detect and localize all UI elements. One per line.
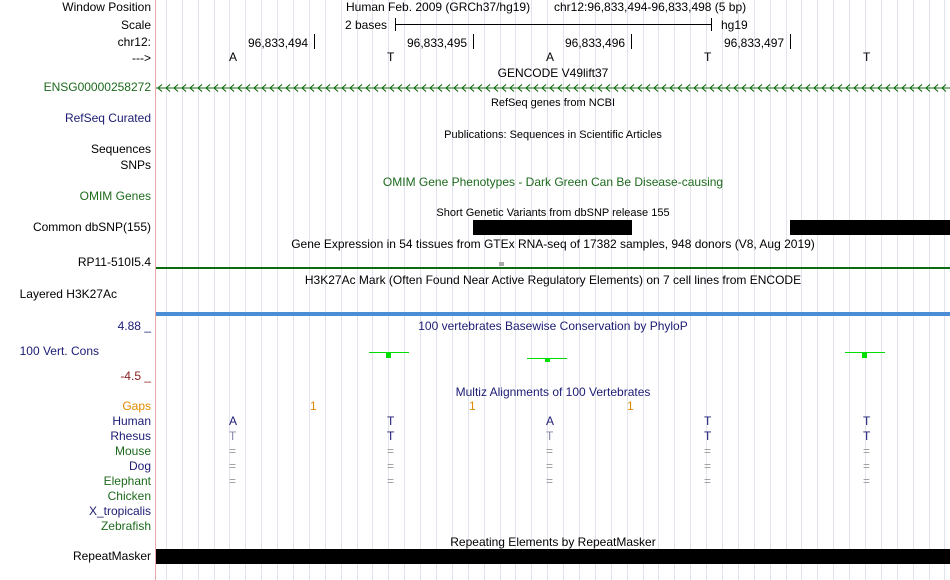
elephant-base: = [546,474,554,488]
repeatmasker-track-label[interactable]: RepeatMasker [72,549,151,563]
omim-track-label[interactable]: OMIM Genes [79,189,151,203]
human-base: T [387,414,395,428]
scale-db-text: hg19 [721,18,748,32]
mouse-base: = [387,444,395,458]
multiz-track-title: Multiz Alignments of 100 Vertebrates [455,385,651,399]
phylop-track-title: 100 vertebrates Basewise Conservation by PhyloP [418,319,688,333]
gap-count: 1 [627,399,634,413]
track-label-column [0,0,156,580]
species-xtropicalis-label: X_tropicalis [88,504,151,518]
phylop-bar [545,358,550,362]
assembly-text: Human Feb. 2009 (GRCh37/hg19) [346,0,531,14]
species-zebrafish-label: Zebrafish [100,519,151,533]
phylop-bar [386,352,391,358]
human-base: A [229,414,238,428]
ruler-position-4: 96,833,497 [724,36,785,50]
ruler-position-1: 96,833,494 [248,36,309,50]
human-base: A [546,414,555,428]
rhesus-base: T [387,429,395,443]
dbsnp-track-title: Short Genetic Variants from dbSNP release 155 [436,207,670,219]
species-human-label: Human [112,414,151,428]
ruler-base: T [704,50,712,64]
cons-max-label: 4.88 _ [117,319,151,333]
phylop-bar [862,352,867,358]
mouse-base: = [546,444,554,458]
h3k27ac-track-title: H3K27Ac Mark (Often Found Near Active Regulatory Elements) on 7 cell lines from ENCODE [304,273,802,287]
mouse-base: = [863,444,871,458]
gencode-feature[interactable] [156,81,950,95]
gencode-track-title: GENCODE V49lift37 [497,66,609,80]
elephant-base: = [704,474,712,488]
cons-track-label[interactable]: 100 Vert. Cons [19,344,99,358]
rhesus-base: T [229,429,237,443]
species-dog-label: Dog [128,459,151,473]
sequences-track-label[interactable]: Sequences [90,142,151,156]
strand-label: ---> [132,51,151,65]
publications-track-title: Publications: Sequences in Scientific Articles [444,129,662,141]
h3k27ac-track-label[interactable]: Layered H3K27Ac [19,287,117,301]
ruler-base: A [546,50,555,64]
chrom-label: chr12: [117,35,151,49]
track-data-area[interactable] [156,0,950,580]
dbsnp-variant[interactable] [790,220,950,235]
human-base: T [704,414,712,428]
mouse-base: = [229,444,237,458]
gtex-track-label[interactable]: RP11-510I5.4 [77,255,151,269]
repeatmasker-element[interactable] [156,549,950,564]
scale-text: 2 bases [345,18,388,32]
elephant-base: = [387,474,395,488]
species-chicken-label: Chicken [107,489,151,503]
gap-count: 1 [469,399,476,413]
elephant-base: = [863,474,871,488]
gtex-marker [499,262,504,266]
ruler-position-3: 96,833,496 [565,36,626,50]
scale-label: Scale [120,18,151,32]
cons-min-label: -4.5 _ [120,369,151,383]
dog-base: = [863,459,871,473]
repeatmasker-track-title: Repeating Elements by RepeatMasker [450,535,656,549]
gtex-track-title: Gene Expression in 54 tissues from GTEx RNA-seq of 17382 samples, 948 donors (V8, Aug 2019) [291,237,815,251]
human-base: T [863,414,871,428]
species-rhesus-label: Rhesus [110,429,151,443]
gap-count: 1 [310,399,317,413]
omim-track-title: OMIM Gene Phenotypes - Dark Green Can Be Disease-causing [382,175,724,189]
dbsnp-track-label[interactable]: Common dbSNP(155) [32,220,151,234]
snps-track-label[interactable]: SNPs [120,158,151,172]
refseq-track-label[interactable]: RefSeq Curated [64,111,151,125]
dog-base: = [229,459,237,473]
refseq-track-title: RefSeq genes from NCBI [490,97,616,109]
ruler-base: T [863,50,871,64]
dog-base: = [546,459,554,473]
mouse-base: = [704,444,712,458]
h3k27ac-signal[interactable] [156,312,950,316]
species-elephant-label: Elephant [103,474,151,488]
elephant-base: = [229,474,237,488]
window-position-text: chr12:96,833,494-96,833,498 (5 bp) [554,0,747,14]
ruler-base: T [387,50,395,64]
gtex-gene-line[interactable] [156,267,950,269]
dog-base: = [387,459,395,473]
dog-base: = [704,459,712,473]
ruler-base: A [229,50,238,64]
ruler-position-2: 96,833,495 [407,36,468,50]
rhesus-base: T [704,429,712,443]
gencode-track-label[interactable]: ENSG00000258272 [43,80,151,94]
window-position-label: Window Position [62,0,151,14]
species-mouse-label: Mouse [114,444,151,458]
rhesus-base: T [546,429,554,443]
scale-bar [395,24,712,25]
dbsnp-variant[interactable] [473,220,632,235]
rhesus-base: T [863,429,871,443]
species-gaps-label: Gaps [122,399,151,413]
